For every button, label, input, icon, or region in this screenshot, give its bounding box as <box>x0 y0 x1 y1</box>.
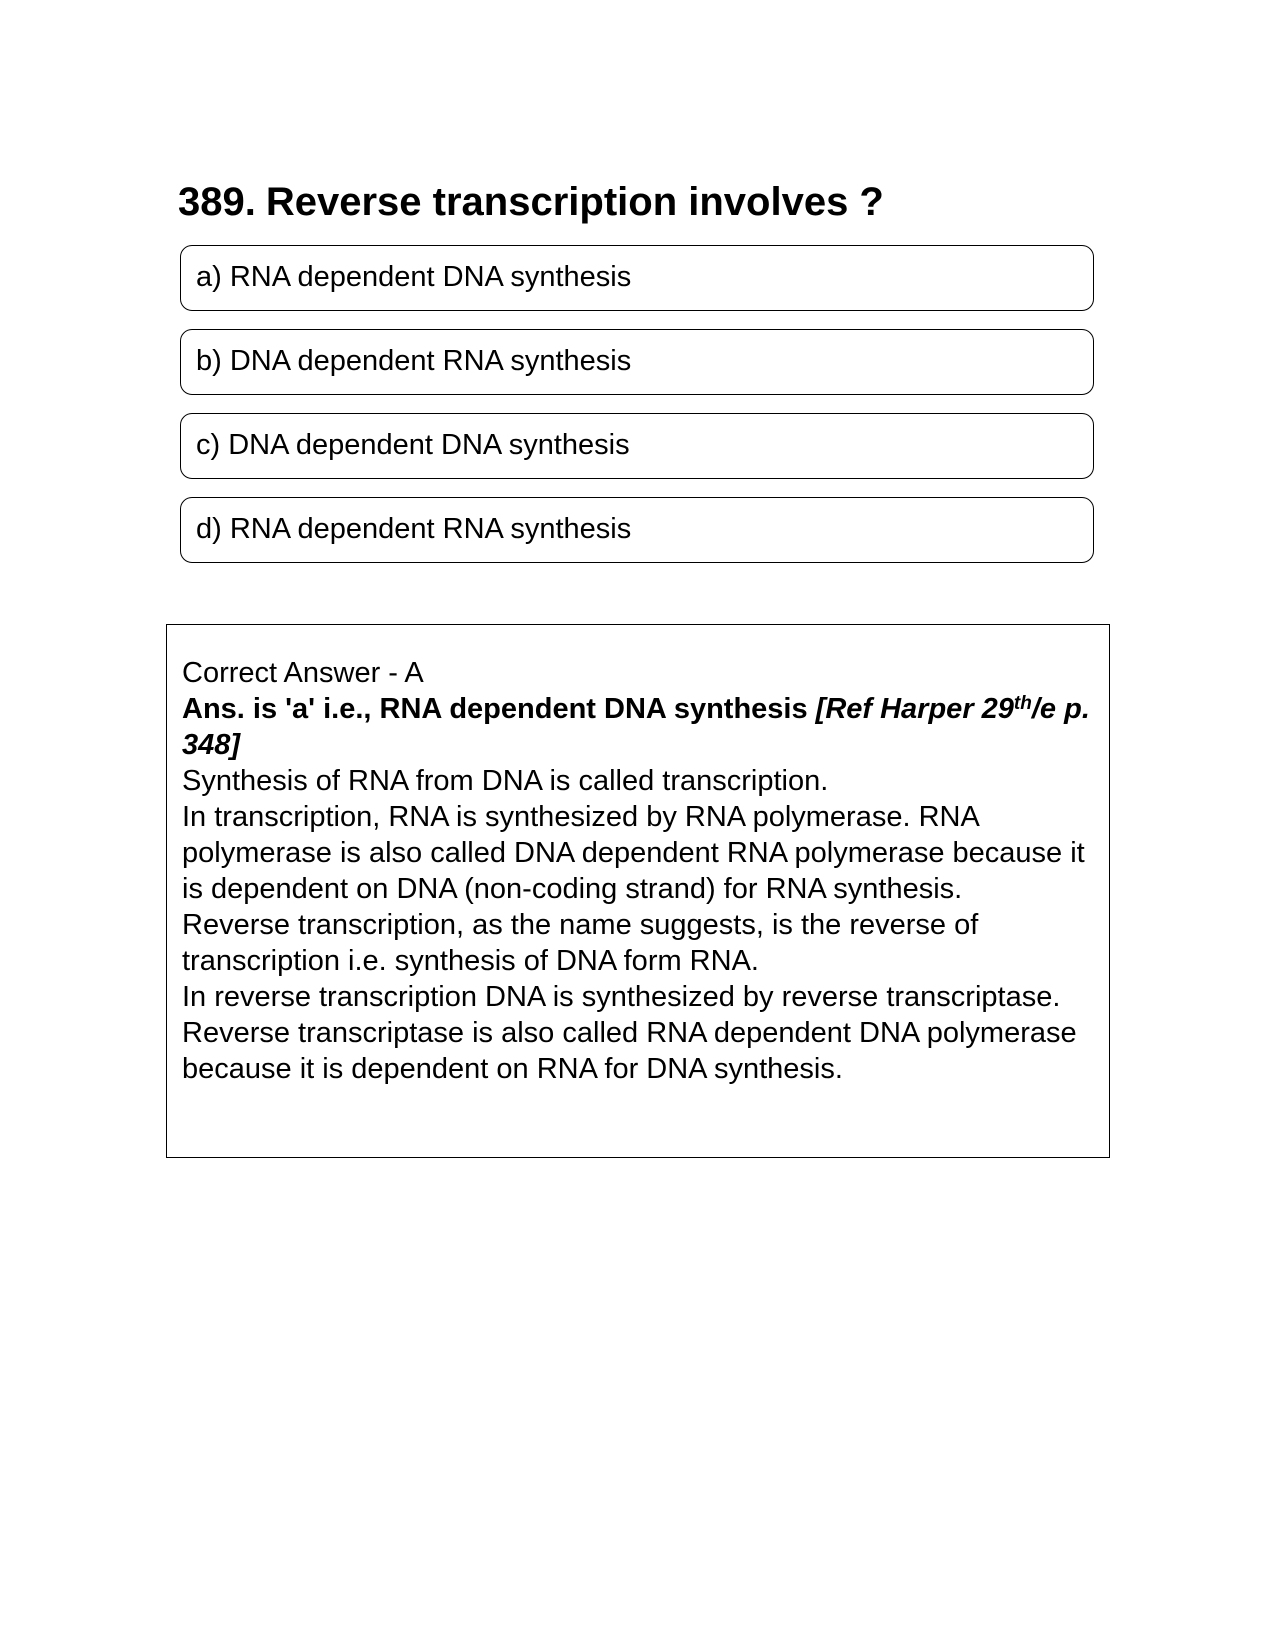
explanation-paragraph-4: In reverse transcription DNA is synthesized by reverse transcriptase. Reverse transcriptase is also called RNA dependent DNA polymerase because it is dependent on RNA for DNA synthesis. <box>182 981 1077 1085</box>
answer-bold-text: Ans. is 'a' i.e., RNA dependent DNA synthesis <box>182 693 816 725</box>
answer-explanation-box <box>166 624 1110 1158</box>
question-number: 389. <box>178 180 256 224</box>
option-b[interactable]: b) DNA dependent RNA synthesis <box>180 329 1094 395</box>
reference-prefix: [Ref Harper 29 <box>815 693 1014 725</box>
answer-statement <box>182 691 1095 763</box>
question-text: Reverse transcription involves ? <box>265 180 884 224</box>
question-heading <box>178 176 1098 228</box>
explanation-paragraph-3: Reverse transcription, as the name suggests, is the reverse of transcription i.e. synthesis of DNA form RNA. <box>182 909 979 977</box>
explanation-paragraph-2: In transcription, RNA is synthesized by RNA polymerase. RNA polymerase is also called DNA dependent RNA polymerase because it is dependent on DNA (non-coding strand) for RNA synthesis. <box>182 801 1085 905</box>
reference-suffix: /e p. 348] <box>182 693 1090 761</box>
option-d[interactable]: d) RNA dependent RNA synthesis <box>180 497 1094 563</box>
option-c[interactable]: c) DNA dependent DNA synthesis <box>180 413 1094 479</box>
reference-superscript: th <box>1013 693 1032 714</box>
explanation-paragraph-1: Synthesis of RNA from DNA is called transcription. <box>182 765 829 797</box>
option-a[interactable]: a) RNA dependent DNA synthesis <box>180 245 1094 311</box>
correct-answer-label: Correct Answer - A <box>182 657 424 689</box>
